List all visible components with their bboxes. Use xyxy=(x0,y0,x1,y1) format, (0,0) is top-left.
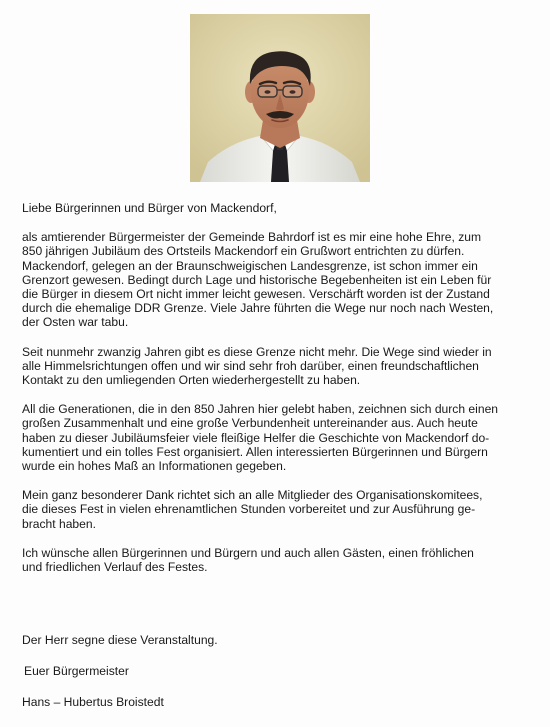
text-line: kumentiert und ein tolles Fest organisiert. Allen interessierten Bürgerinnen und Bürgern xyxy=(22,444,488,459)
letter-paragraph-1 xyxy=(22,230,546,329)
text-line: und friedlichen Verlauf des Festes. xyxy=(22,560,208,575)
text-line: Grenzort gewesen. Bedingt durch Lage und historische Begebenheiten ist ein Leben für xyxy=(22,272,492,287)
closing-blessing: Der Herr segne diese Veranstaltung. xyxy=(22,633,218,647)
text-line: 850 jährigen Jubiläum des Ortsteils Mackendorf ein Grußwort entrichten zu dürfen. xyxy=(22,244,465,259)
text-line: Mein ganz besonderer Dank richtet sich an alle Mitglieder des Organisationskomitees, xyxy=(22,488,483,503)
text-line: Mackendorf, gelegen an der Braunschweigischen Landesgrenze, ist schon immer ein xyxy=(22,258,478,273)
text-line: bracht haben. xyxy=(22,516,96,531)
text-line: großen Zusammenhalt und eine große Verbundenheit untereinander aus. Auch heute xyxy=(22,416,478,431)
text-line: Kontakt zu den umliegenden Orten wiederhergestellt zu haben. xyxy=(22,373,361,388)
closing-title: Euer Bürgermeister xyxy=(24,664,129,678)
letter-paragraph-3 xyxy=(22,402,546,473)
text-line: alle Himmelsrichtungen offen und wir sind sehr froh darüber, einen freundschaftlichen xyxy=(22,358,479,373)
letter-paragraph-5 xyxy=(22,546,546,574)
text-line: Seit nunmehr zwanzig Jahren gibt es diese Grenze nicht mehr. Die Wege sind wieder in xyxy=(22,344,492,359)
portrait-illustration xyxy=(190,14,370,182)
text-line: die dieses Fest in vielen ehrenamtlichen Stunden vorbereitet und zur Ausführung ge- xyxy=(22,502,476,517)
letter-paragraph-4 xyxy=(22,488,546,531)
text-line: wurde ein hohes Maß an Informationen gegeben. xyxy=(22,459,287,474)
letter-greeting: Liebe Bürgerinnen und Bürger von Mackendorf, xyxy=(22,201,277,215)
left-eye xyxy=(265,90,271,94)
right-eye xyxy=(290,90,296,94)
text-line: durch die ehemalige DDR Grenze. Viele Jahre führten die Wege nur noch nach Westen, xyxy=(22,301,494,316)
text-line: der Osten war tabu. xyxy=(22,315,129,330)
signature-name: Hans – Hubertus Broistedt xyxy=(22,695,164,709)
letter-body xyxy=(22,201,546,589)
letter-paragraph-2 xyxy=(22,345,546,388)
text-line: Ich wünsche allen Bürgerinnen und Bürgern und auch allen Gästen, einen fröhlichen xyxy=(22,545,474,560)
text-line: All die Generationen, die in den 850 Jahren hier gelebt haben, zeichnen sich durch einen xyxy=(22,402,499,417)
mayor-portrait-photo xyxy=(190,14,370,182)
text-line: die Bürger in diesem Ort nicht immer leicht gewesen. Verschärft worden ist der Zustand xyxy=(22,287,490,302)
text-line: haben zu dieser Jubiläumsfeier viele fleißige Helfer die Geschichte von Mackendorf do- xyxy=(22,430,490,445)
text-line: als amtierender Bürgermeister der Gemeinde Bahrdorf ist es mir eine hohe Ehre, zum xyxy=(22,230,482,245)
